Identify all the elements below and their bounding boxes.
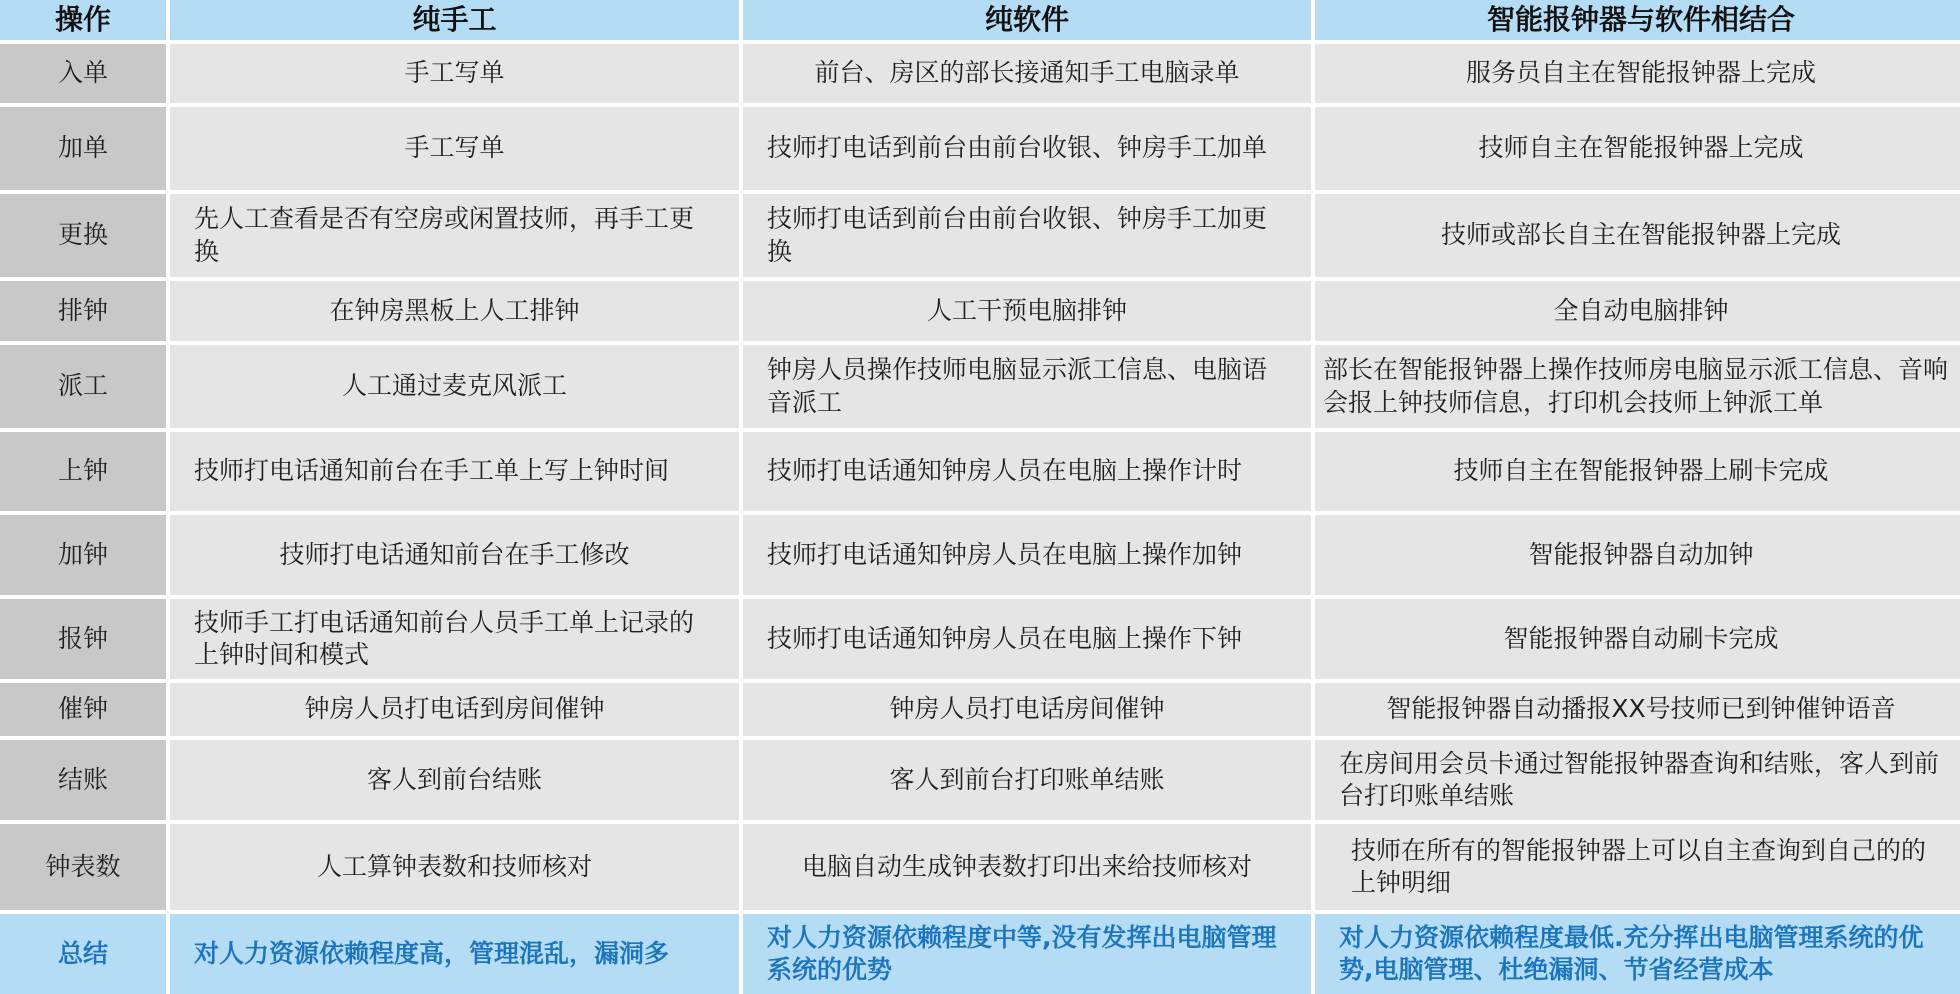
row-smart: 智能报钟器自动加钟 xyxy=(1315,515,1960,595)
row-smart: 智能报钟器自动播报XX号技师已到钟催钟语音 xyxy=(1315,683,1960,736)
row-software: 技师打电话到前台由前台收银、钟房手工加更换 xyxy=(743,194,1311,277)
row-manual: 手工写单 xyxy=(170,107,739,190)
row-manual: 钟房人员打电话到房间催钟 xyxy=(170,683,739,736)
summary-op: 总结 xyxy=(0,914,166,994)
row-software: 技师打电话通知钟房人员在电脑上操作加钟 xyxy=(743,515,1311,595)
row-software: 电脑自动生成钟表数打印出来给技师核对 xyxy=(743,824,1311,910)
row-manual: 人工算钟表数和技师核对 xyxy=(170,824,739,910)
row-software: 人工干预电脑排钟 xyxy=(743,281,1311,341)
row-manual: 客人到前台结账 xyxy=(170,740,739,820)
row-op: 报钟 xyxy=(0,599,166,679)
header-operation: 操作 xyxy=(0,0,166,40)
row-smart: 技师自主在智能报钟器上完成 xyxy=(1315,107,1960,190)
row-op: 上钟 xyxy=(0,432,166,511)
row-manual: 在钟房黑板上人工排钟 xyxy=(170,281,739,341)
row-software: 钟房人员操作技师电脑显示派工信息、电脑语音派工 xyxy=(743,345,1311,428)
row-software: 技师打电话通知钟房人员在电脑上操作下钟 xyxy=(743,599,1311,679)
row-manual: 技师打电话通知前台在手工单上写上钟时间 xyxy=(170,432,739,511)
row-software: 技师打电话通知钟房人员在电脑上操作计时 xyxy=(743,432,1311,511)
row-op: 入单 xyxy=(0,44,166,103)
row-op: 加单 xyxy=(0,107,166,190)
row-op: 钟表数 xyxy=(0,824,166,910)
row-software: 钟房人员打电话房间催钟 xyxy=(743,683,1311,736)
row-op: 更换 xyxy=(0,194,166,277)
row-manual: 先人工查看是否有空房或闲置技师，再手工更换 xyxy=(170,194,739,277)
header-manual: 纯手工 xyxy=(170,0,739,40)
summary-smart: 对人力资源依赖程度最低.充分挥出电脑管理系统的优势,电脑管理、杜绝漏洞、节省经营成本 xyxy=(1315,914,1960,994)
row-smart: 在房间用会员卡通过智能报钟器查询和结账，客人到前台打印账单结账 xyxy=(1315,740,1960,820)
row-software: 前台、房区的部长接通知手工电脑录单 xyxy=(743,44,1311,103)
row-smart: 全自动电脑排钟 xyxy=(1315,281,1960,341)
row-op: 排钟 xyxy=(0,281,166,341)
header-smart: 智能报钟器与软件相结合 xyxy=(1315,0,1960,40)
row-smart: 服务员自主在智能报钟器上完成 xyxy=(1315,44,1960,103)
row-manual: 技师打电话通知前台在手工修改 xyxy=(170,515,739,595)
row-op: 加钟 xyxy=(0,515,166,595)
row-manual: 人工通过麦克风派工 xyxy=(170,345,739,428)
row-op: 结账 xyxy=(0,740,166,820)
row-smart: 技师在所有的智能报钟器上可以自主查询到自己的的上钟明细 xyxy=(1315,824,1960,910)
row-software: 技师打电话到前台由前台收银、钟房手工加单 xyxy=(743,107,1311,190)
row-smart: 技师自主在智能报钟器上刷卡完成 xyxy=(1315,432,1960,511)
row-software: 客人到前台打印账单结账 xyxy=(743,740,1311,820)
row-smart: 技师或部长自主在智能报钟器上完成 xyxy=(1315,194,1960,277)
summary-software: 对人力资源依赖程度中等,没有发挥出电脑管理系统的优势 xyxy=(743,914,1311,994)
header-software: 纯软件 xyxy=(743,0,1311,40)
row-op: 派工 xyxy=(0,345,166,428)
row-smart: 智能报钟器自动刷卡完成 xyxy=(1315,599,1960,679)
row-manual: 技师手工打电话通知前台人员手工单上记录的上钟时间和模式 xyxy=(170,599,739,679)
summary-manual: 对人力资源依赖程度高，管理混乱，漏洞多 xyxy=(170,914,739,994)
row-manual: 手工写单 xyxy=(170,44,739,103)
row-smart: 部长在智能报钟器上操作技师房电脑显示派工信息、音响会报上钟技师信息，打印机会技师上钟派工单 xyxy=(1315,345,1960,428)
row-op: 催钟 xyxy=(0,683,166,736)
